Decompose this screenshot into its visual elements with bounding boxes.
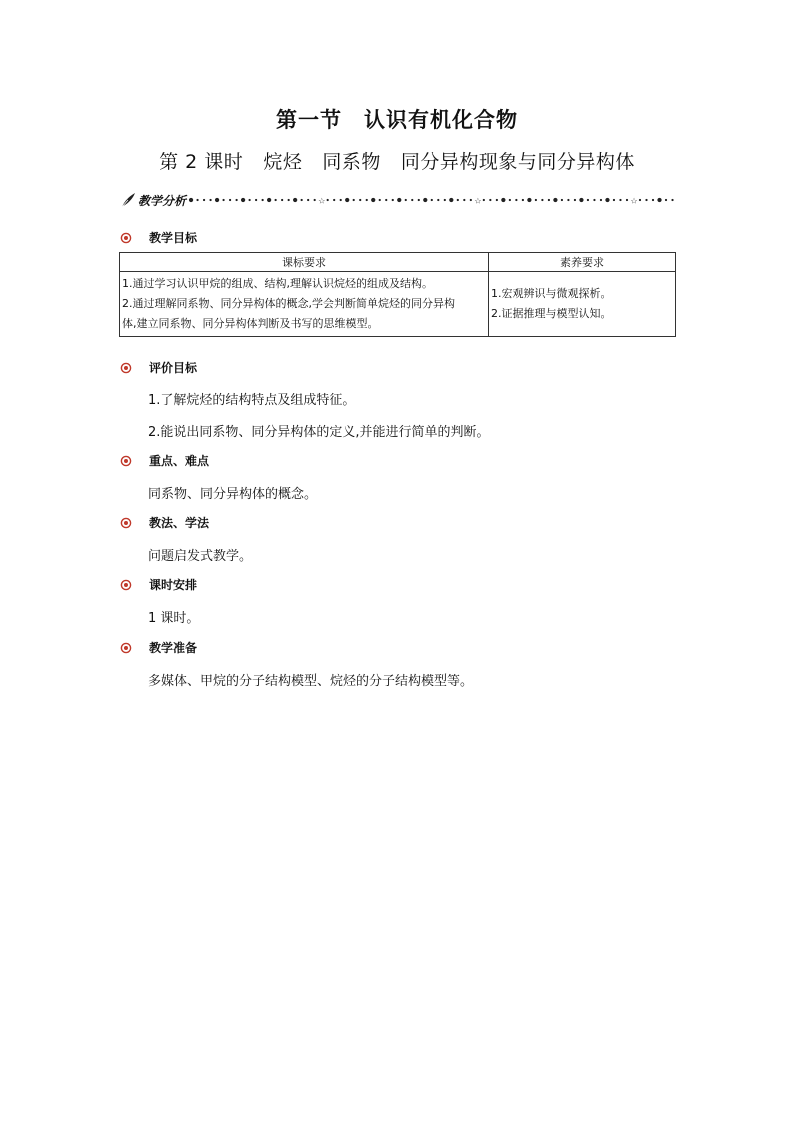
divider-dot [307,199,309,201]
divider-dot [527,198,531,202]
section-teaching-goals-heading [120,229,197,246]
section-methods-heading [120,514,209,531]
divider-dot [431,199,433,201]
evaluation-goals-title: 评价目标 [149,361,198,375]
table-header-row [120,253,676,272]
table-row [120,272,676,337]
teaching-goals-title: 教学目标 [149,231,198,245]
divider-dot [600,199,602,201]
divider-dot [418,199,420,201]
divider-dot [340,199,342,201]
divider-dot [405,199,407,201]
divider-dot [449,198,453,202]
teaching-goals-table [119,252,676,337]
divider-dot [587,199,589,201]
preparation-title: 教学准备 [149,641,198,655]
divider-dot [501,198,505,202]
divider-dot [489,199,491,201]
page-title: 第一节 认识有机化合物 [276,108,518,132]
divider-dot [215,198,219,202]
schedule-text: 1 课时。 [148,611,200,626]
page-subtitle [0,147,794,174]
divider-dot [457,199,459,201]
divider-dot [613,199,615,201]
divider-dot [255,199,257,201]
divider-dot [392,199,394,201]
divider-dot [353,199,355,201]
divider-dot [235,199,237,201]
key-points-text: 同系物、同分异构体的概念。 [148,487,318,502]
key-points-title: 重点、难点 [149,454,210,468]
divider-dot [288,199,290,201]
table-header-curriculum: 课标要求 [120,253,489,272]
curriculum-line: 2.通过理解同系物、同分异构体的概念,学会判断简单烷烃的同分异构 [122,297,455,310]
table-header-competency: 素养要求 [489,253,676,272]
section-preparation-heading [120,639,197,656]
divider-dot [509,199,511,201]
divider-dot [267,198,271,202]
divider-dot [496,199,498,201]
divider-dot [293,198,297,202]
divider-dot [333,199,335,201]
bullet-icon [120,362,132,374]
preparation-text: 多媒体、甲烷的分子结构模型、烷烃的分子结构模型等。 [148,674,474,689]
divider-dot [366,199,368,201]
divider-dot [189,198,193,202]
divider-dot [593,199,595,201]
divider-dot [345,198,349,202]
divider-dot [567,199,569,201]
divider-dot [548,199,550,201]
subtitle-topic-1: 烷烃 [263,151,303,173]
divider-dot [437,199,439,201]
competency-requirements-cell [489,272,676,337]
divider-dot [522,199,524,201]
subtitle-topic-3: 同分异构现象与同分异构体 [400,151,635,173]
divider-dot [275,199,277,201]
divider-dot [203,199,205,201]
divider-dot [463,199,465,201]
teaching-analysis-label: 教学分析 [138,193,187,208]
divider-dot [561,199,563,201]
divider-dot [671,199,673,201]
divider-dot [579,198,583,202]
methods-text: 问题启发式教学。 [148,549,253,564]
competency-line: 1.宏观辨识与微观探析。 [491,287,612,300]
divider-dot [639,199,641,201]
divider-dot [411,199,413,201]
divider-dot [444,199,446,201]
competency-line: 2.证据推理与模型认知。 [491,307,612,320]
divider-dot [209,199,211,201]
divider-dot [553,198,557,202]
schedule-title: 课时安排 [149,578,198,592]
curriculum-requirements-cell [120,272,489,337]
divider-dot [196,199,198,201]
curriculum-line: 体,建立同系物、同分异构体判断及书写的思维模型。 [122,317,379,330]
quill-icon [120,192,136,208]
divider-dot [619,199,621,201]
bullet-icon [120,455,132,467]
divider-dot [249,199,251,201]
divider-dot [574,199,576,201]
divider-star: ☆ [318,196,326,206]
subtitle-topic-2: 同系物 [322,151,381,173]
divider-dot [281,199,283,201]
divider-dot [359,199,361,201]
curriculum-line: 1.通过学习认识甲烷的组成、结构,理解认识烷烃的组成及结构。 [122,277,433,290]
divider-dot [605,198,609,202]
divider-dot [483,199,485,201]
divider-dot [314,199,316,201]
divider-dot [665,199,667,201]
divider-dot [645,199,647,201]
divider-dot [262,199,264,201]
evaluation-goal-item: 2.能说出同系物、同分异构体的定义,并能进行简单的判断。 [148,425,490,440]
subtitle-lesson: 第 2 课时 [159,151,244,173]
divider-dot [652,199,654,201]
divider-dot [397,198,401,202]
section-key-points-heading [120,452,209,469]
teaching-analysis-bar [120,191,676,209]
divider-dot [229,199,231,201]
bullet-icon [120,642,132,654]
divider-dot [657,198,661,202]
methods-title: 教法、学法 [149,516,210,530]
divider-dot [379,199,381,201]
divider-dot [423,198,427,202]
divider-dot [222,199,224,201]
divider-dot [301,199,303,201]
divider-dot [241,198,245,202]
bullet-icon [120,232,132,244]
divider-star: ☆ [474,196,482,206]
bullet-icon [120,579,132,591]
bullet-icon [120,517,132,529]
dotted-divider [188,194,676,206]
section-schedule-heading [120,576,197,593]
divider-dot [541,199,543,201]
divider-dot [535,199,537,201]
divider-dot [626,199,628,201]
divider-star: ☆ [630,196,638,206]
evaluation-goal-item: 1.了解烷烃的结构特点及组成特征。 [148,393,356,408]
divider-dot [385,199,387,201]
section-evaluation-goals-heading [120,359,197,376]
divider-dot [470,199,472,201]
divider-dot [371,198,375,202]
divider-dot [327,199,329,201]
divider-dot [515,199,517,201]
